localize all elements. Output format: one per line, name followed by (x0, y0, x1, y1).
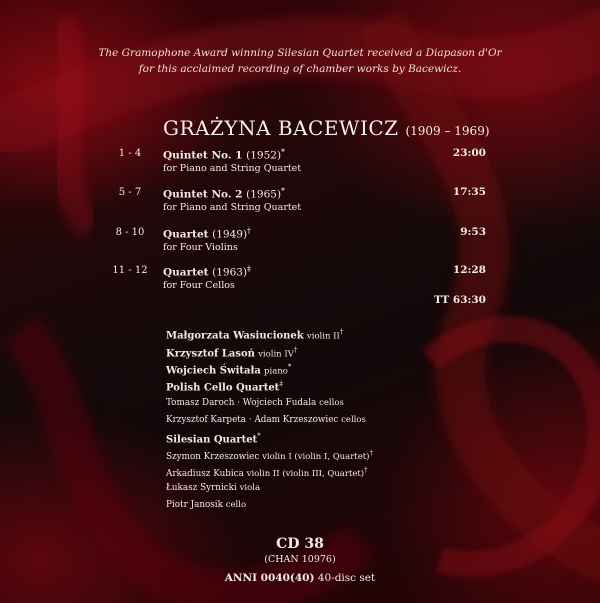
performer-name: Wojciech Świtała (166, 365, 261, 377)
cd-number: CD 38 (276, 536, 324, 552)
performer-mark: † (364, 466, 368, 474)
work-mark: † (247, 226, 251, 235)
work-year: (1965) (246, 188, 282, 201)
work-2-title-line (163, 186, 285, 201)
work-mark: * (281, 186, 285, 195)
performer-item (166, 398, 344, 408)
performer-item (166, 380, 283, 393)
work-title: Quartet (163, 228, 209, 241)
performer-item (166, 415, 366, 425)
performer-name: Silesian Quartet (166, 434, 258, 446)
cd-catalog: (CHAN 10976) (264, 554, 336, 565)
performer-role: cello (225, 500, 247, 510)
performer-name: Piotr Janosik (166, 500, 223, 510)
performer-item (166, 328, 343, 341)
work-mark: ‡ (247, 264, 251, 273)
performer-role: piano (264, 366, 288, 377)
work-title: Quintet No. 1 (163, 149, 243, 162)
performer-name: Łukasz Syrnicki (166, 483, 237, 493)
performer-item (166, 466, 368, 479)
intro-line-2: for this acclaimed recording of chamber works by Bacewicz. (138, 63, 462, 75)
work-3-subtitle: for Four Violins (163, 242, 238, 253)
performer-name: Małgorzata Wasiucionek (166, 330, 304, 342)
work-year: (1963) (212, 266, 248, 279)
performer-role: violin II (violin III, Quartet) (246, 468, 365, 479)
work-2-tracks: 5 - 7 (118, 187, 142, 198)
work-1-tracks: 1 - 4 (118, 148, 142, 159)
work-year: (1952) (246, 149, 282, 162)
work-1-title-line (163, 147, 285, 162)
work-1-duration: 23:00 (452, 147, 486, 159)
work-title: Quartet (163, 266, 209, 279)
work-4-tracks: 11 - 12 (112, 265, 148, 276)
performer-item (166, 500, 246, 510)
performer-item (166, 483, 260, 493)
performer-item (166, 449, 373, 462)
composer-heading (163, 116, 490, 140)
work-year: (1949) (212, 228, 248, 241)
work-4-title-line (163, 264, 251, 279)
performer-mark: * (287, 363, 292, 371)
work-2-subtitle: for Piano and String Quartet (163, 202, 302, 213)
performer-name: Krzysztof Karpeta · Adam Krzeszowiec (166, 415, 339, 425)
performer-name: Szymon Krzeszowiec (166, 451, 260, 462)
work-3-duration: 9:53 (460, 226, 486, 238)
performer-mark: † (339, 328, 344, 336)
work-4-subtitle: for Four Cellos (163, 280, 235, 291)
cd-set-desc: 40-disc set (317, 572, 376, 584)
work-2-duration: 17:35 (452, 186, 486, 198)
cd-set-line (0, 572, 600, 584)
intro-line-1: The Gramophone Award winning Silesian Quartet received a Diapason d'Or (98, 47, 502, 59)
cd-set-code: ANNI 0040(40) (224, 572, 315, 584)
performer-mark: * (257, 432, 261, 440)
total-time: TT 63:30 (433, 294, 486, 306)
work-3-title-line (163, 226, 251, 241)
composer-name: GRAŻYNA BACEWICZ (163, 116, 399, 140)
composer-years: (1909 – 1969) (405, 124, 490, 138)
work-mark: * (281, 147, 285, 156)
performer-role: violin II (306, 331, 340, 342)
performer-mark: † (293, 346, 298, 354)
work-1-subtitle: for Piano and String Quartet (163, 163, 302, 174)
performer-name: Polish Cello Quartet (166, 382, 280, 394)
performer-item (166, 346, 297, 359)
intro-text (0, 45, 600, 77)
performer-role: violin I (violin I, Quartet) (262, 451, 370, 462)
performer-item (166, 363, 291, 376)
performer-item (166, 432, 261, 445)
performer-mark: † (369, 449, 373, 457)
work-3-tracks: 8 - 10 (115, 227, 145, 238)
performer-role: cellos (341, 415, 366, 425)
performer-role: cellos (319, 398, 344, 408)
performer-mark: ‡ (279, 380, 283, 388)
work-title: Quintet No. 2 (163, 188, 243, 201)
performer-role: viola (239, 483, 261, 493)
performer-name: Tomasz Daroch · Wojciech Fudala (166, 398, 317, 408)
work-4-duration: 12:28 (452, 264, 486, 276)
performer-name: Arkadiusz Kubica (166, 468, 244, 479)
performer-role: violin IV (258, 349, 294, 360)
performer-name: Krzysztof Lasoń (166, 348, 255, 360)
